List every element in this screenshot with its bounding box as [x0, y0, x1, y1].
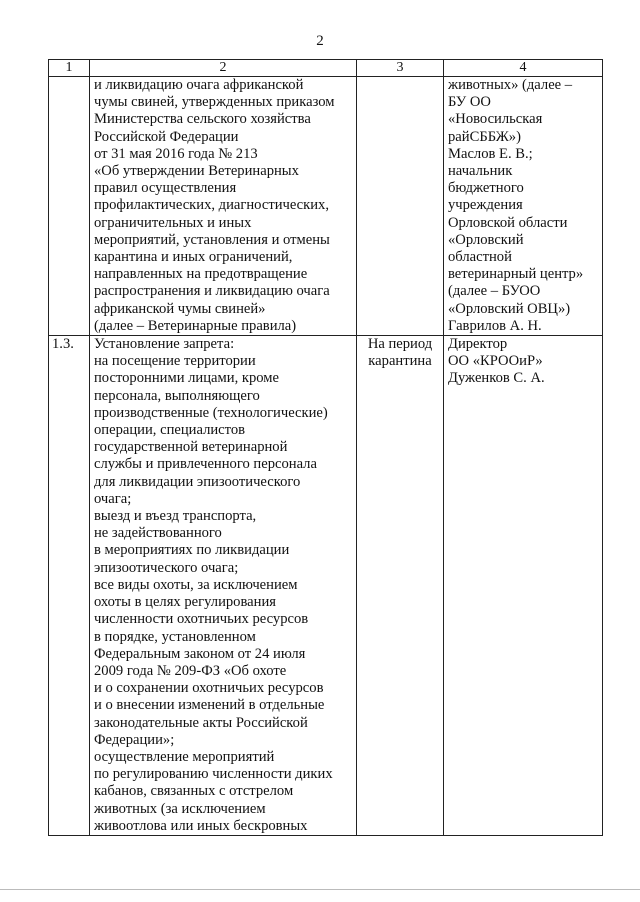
text-line: «Об утверждении Ветеринарных [94, 163, 299, 180]
text-line: Федеральным законом от 24 июля [94, 645, 306, 662]
text-line: Министерства сельского хозяйства [94, 111, 311, 128]
text-line: по регулированию численности диких [94, 766, 333, 783]
text-line: выезд и въезд транспорта, [94, 508, 257, 525]
text-line: мероприятий, установления и отмены [94, 231, 330, 248]
page-number: 2 [316, 33, 324, 49]
text-line: правил осуществления [94, 180, 237, 197]
text-line: учреждения [448, 197, 523, 214]
text-line: райСББЖ») [448, 128, 521, 145]
text-line: посторонними лицами, кроме [94, 370, 279, 387]
text-line: Орловской области [448, 214, 568, 231]
text-line: и о внесении изменений в отдельные [94, 697, 325, 714]
text-line: операции, специалистов [94, 422, 246, 439]
text-line: все виды охоты, за исключением [94, 576, 298, 593]
table-row [49, 77, 603, 336]
text-line: бюджетного [448, 180, 524, 197]
text-line: распространения и ликвидацию очага [94, 283, 330, 300]
deadline-cell [357, 77, 444, 336]
text-line: и ликвидацию очага африканской [94, 77, 304, 93]
text-line: ограничительных и иных [94, 214, 252, 231]
text-line: не задействованного [94, 525, 222, 542]
text-line: (далее – БУОО [448, 283, 541, 300]
header-col-2: 2 [90, 60, 357, 77]
text-line: ОО «КРООиР» [448, 353, 543, 370]
responsible-cell [444, 336, 603, 836]
text-line: для ликвидации эпизоотического [94, 473, 301, 490]
text-line: законодательные акты Российской [94, 714, 308, 731]
text-line: в мероприятиях по ликвидации [94, 542, 290, 559]
text-line: кабанов, связанных с отстрелом [94, 783, 294, 800]
text-line: Российской Федерации [94, 128, 239, 145]
text-line: животных» (далее – [448, 77, 573, 93]
row-number-cell [49, 336, 90, 836]
header-col-3: 3 [357, 60, 444, 77]
measure-description-cell [90, 77, 357, 336]
text-line: охоты в целях регулирования [94, 594, 276, 611]
row-number: 1.3. [52, 336, 74, 353]
text-line: Маслов Е. В.; [448, 145, 533, 162]
row-number-cell [49, 77, 90, 336]
text-line: начальник [448, 163, 513, 180]
deadline-cell [357, 336, 444, 836]
text-line: Установление запрета: [94, 336, 235, 353]
text-line: 2009 года № 209-ФЗ «Об охоте [94, 662, 287, 679]
text-line: животных (за исключением [94, 800, 266, 817]
text-line: ветеринарный центр» [448, 266, 584, 283]
text-line: персонала, выполняющего [94, 387, 260, 404]
text-line: Дуженков С. А. [448, 370, 545, 387]
measure-description-cell [90, 336, 357, 836]
measures-table [48, 59, 603, 836]
text-line: на посещение территории [94, 353, 256, 370]
text-line: эпизоотического очага; [94, 559, 239, 576]
text-line: областной [448, 249, 512, 266]
text-line: чумы свиней, утвержденных приказом [94, 94, 335, 111]
text-line: живоотлова или иных бескровных [94, 817, 308, 834]
header-col-4: 4 [444, 60, 603, 77]
text-line: На период [367, 336, 433, 353]
table-header-row [49, 60, 603, 77]
text-line: службы и привлеченного персонала [94, 456, 317, 473]
text-line: «Новосильская [448, 111, 543, 128]
text-line: «Орловский ОВЦ») [448, 300, 571, 317]
text-line: БУ ОО [448, 94, 491, 111]
text-line: Федерации»; [94, 731, 175, 748]
text-line: карантина [368, 353, 432, 370]
text-line: численности охотничьих ресурсов [94, 611, 309, 628]
text-line: Гаврилов А. Н. [448, 317, 542, 334]
text-line: африканской чумы свиней» [94, 300, 266, 317]
text-line: «Орловский [448, 231, 524, 248]
text-line: профилактических, диагностических, [94, 197, 330, 214]
text-line: в порядке, установленном [94, 628, 256, 645]
text-line: и о сохранении охотничьих ресурсов [94, 680, 324, 697]
page-bottom-rule [0, 889, 640, 890]
text-line: направленных на предотвращение [94, 266, 308, 283]
text-line: (далее – Ветеринарные правила) [94, 317, 297, 334]
text-line: государственной ветеринарной [94, 439, 288, 456]
header-col-1: 1 [49, 60, 90, 77]
table-row [49, 336, 603, 836]
text-line: производственные (технологические) [94, 404, 328, 421]
text-line: Директор [448, 336, 508, 353]
responsible-cell [444, 77, 603, 336]
text-line: очага; [94, 490, 132, 507]
text-line: осуществление мероприятий [94, 748, 275, 765]
text-line: от 31 мая 2016 года № 213 [94, 145, 258, 162]
text-line: карантина и иных ограничений, [94, 249, 293, 266]
